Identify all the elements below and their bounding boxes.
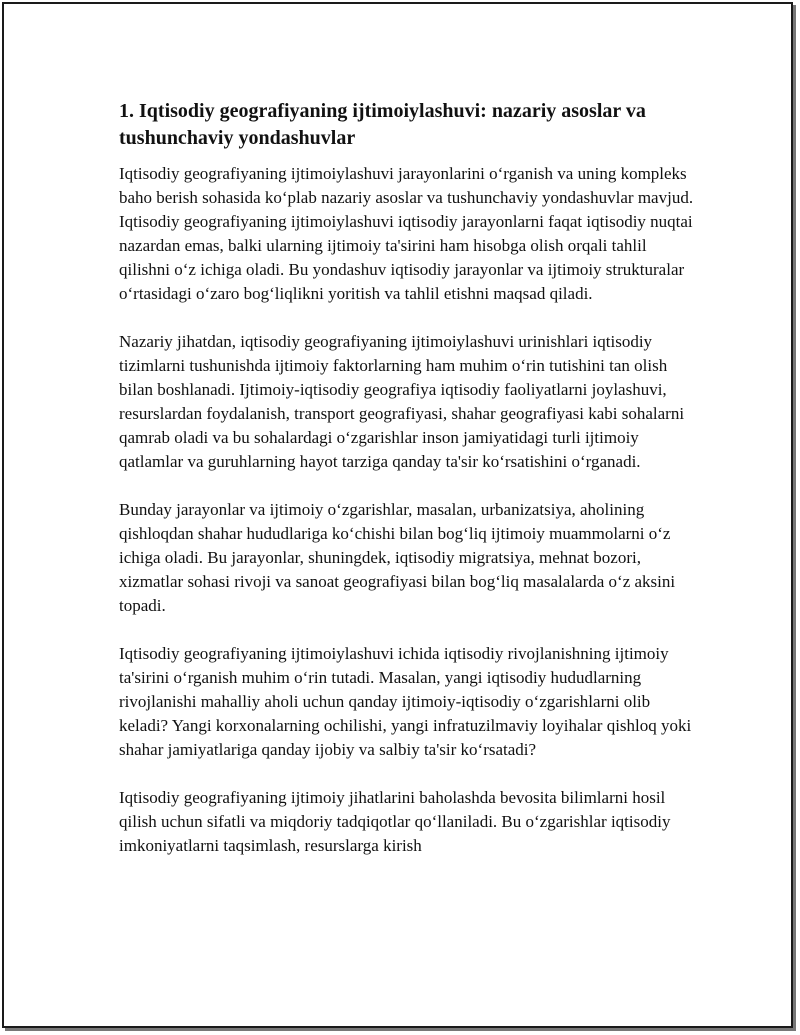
paragraph: Iqtisodiy geografiyaning ijtimoiylashuvi jarayonlarini oʻrganish va uning kompleks baho berish sohasida koʻplab nazariy asoslar va tushunchaviy yondashuvlar mavjud. Iqtisodiy geografiyaning ijtimoiylashuvi iqtisodiy jarayonlarni faqat iqtisodiy nuqtai nazardan emas, balki ularning ijtimoiy ta'sirini ham hisobga olish orqali tahlil qilishni oʻz ichiga oladi. Bu yondashuv iqtisodiy jarayonlar va ijtimoiy strukturalar oʻrtasidagi oʻzaro bogʻliqlikni yoritish va tahlil etishni maqsad qiladi. [119, 164, 694, 303]
document-page [2, 2, 793, 1028]
paragraph: Iqtisodiy geografiyaning ijtimoiylashuvi ichida iqtisodiy rivojlanishning ijtimoiy ta'sirini oʻrganish muhim oʻrin tutadi. Masalan, yangi iqtisodiy hududlarning rivojlanishi mahalliy aholi uchun qanday ijtimoiy-iqtisodiy oʻzgarishlarni olib keladi? Yangi korxonalarning ochilishi, yangi infratuzilmaviy loyihalar qishloq yoki shahar jamiyatlariga qanday ijobiy va salbiy ta'sir koʻrsatadi? [119, 644, 692, 759]
paragraph: Nazariy jihatdan, iqtisodiy geografiyaning ijtimoiylashuvi urinishlari iqtisodiy tizimlarni tushunishda ijtimoiy faktorlarning ham muhim oʻrin tutishini tan olish bilan boshlanadi. Ijtimoiy-iqtisodiy geografiya iqtisodiy faoliyatlarni joylashuvi, resurslardan foydalanish, transport geografiyasi, shahar geografiyasi kabi sohalarni qamrab oladi va bu sohalardagi oʻzgarishlar inson jamiyatidagi turli ijtimoiy qatlamlar va guruhlarning hayot tarziga qanday ta'sir koʻrsatishini oʻrganadi. [119, 332, 685, 471]
document-body [119, 98, 699, 882]
paragraph: Iqtisodiy geografiyaning ijtimoiy jihatlarini baholashda bevosita bilimlarni hosil qilish uchun sifatli va miqdoriy tadqiqotlar qoʻllaniladi. Bu oʻzgarishlar iqtisodiy imkoniyatlarni taqsimlash, resurslarga kirish [119, 788, 671, 855]
paragraph: Bunday jarayonlar va ijtimoiy oʻzgarishlar, masalan, urbanizatsiya, aholining qishloqdan shahar hududlariga koʻchishi bilan bogʻliq ijtimoiy muammolarni oʻz ichiga oladi. Bu jarayonlar, shuningdek, iqtisodiy migratsiya, mehnat bozori, xizmatlar sohasi rivoji va sanoat geografiyasi bilan bogʻliq masalalarda oʻz aksini topadi. [119, 500, 676, 615]
section-heading: 1. Iqtisodiy geografiyaning ijtimoiylashuvi: nazariy asoslar va tushunchaviy yondashuvlar [119, 100, 646, 149]
